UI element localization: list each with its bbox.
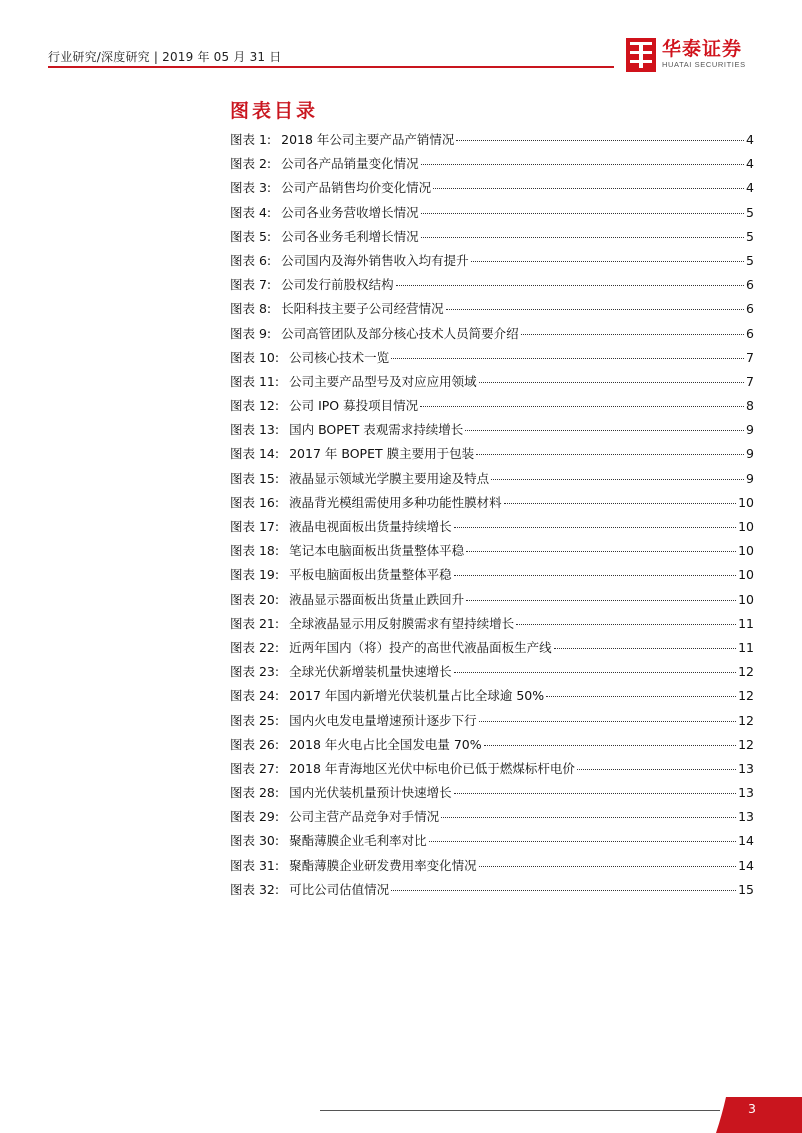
toc-entry-leader	[391, 890, 736, 891]
toc-entry-page: 4	[746, 132, 754, 147]
toc-entry-page: 9	[746, 470, 754, 486]
toc-entry-label: 图表 13:	[230, 422, 280, 438]
toc-entry-label: 图表 28:	[230, 785, 280, 801]
toc-entry-leader	[484, 745, 736, 746]
toc-entry-title: 液晶电视面板出货量持续增长	[289, 519, 452, 534]
toc-entry-leader	[476, 454, 744, 455]
toc-entry-title: 公司高管团队及部分核心技术人员简要介绍	[281, 325, 519, 341]
toc-entry-title: 近两年国内（将）投产的高世代液晶面板生产线	[289, 639, 552, 655]
toc-entry-title: 聚酯薄膜企业研发费用率变化情况	[289, 857, 477, 873]
toc-entry-page: 11	[738, 615, 754, 631]
toc-entry-title: 国内光伏装机量预计快速增长	[289, 785, 452, 801]
toc-entry-title: 笔记本电脑面板出货量整体平稳	[289, 543, 465, 559]
toc-entry[interactable]	[230, 614, 754, 638]
toc-entry-leader	[454, 672, 736, 673]
toc-entry-title: 公司核心技术一览	[289, 349, 390, 365]
toc-entry-label: 图表 31:	[230, 857, 280, 873]
toc-entry-page: 12	[738, 664, 754, 680]
toc-entry-label: 图表 30:	[230, 833, 280, 849]
toc-entry[interactable]	[230, 638, 754, 662]
toc-entry-page: 6	[746, 325, 754, 341]
toc-entry[interactable]	[230, 396, 754, 420]
toc-entry-title: 公司各业务毛利增长情况	[281, 228, 419, 244]
toc-entry-page: 12	[738, 688, 754, 704]
toc-entry-leader	[456, 140, 744, 141]
toc-entry-label: 图表 14:	[230, 446, 280, 462]
toc-entry-page: 11	[738, 639, 754, 655]
toc-entry-label: 图表 27:	[230, 760, 280, 776]
footer-divider	[320, 1110, 720, 1111]
logo-chinese-text: 华泰证券	[662, 38, 743, 60]
toc-entry[interactable]	[230, 831, 754, 855]
toc-entry-leader	[446, 309, 744, 310]
huatai-logo	[624, 34, 764, 76]
toc-entry-leader	[521, 334, 744, 335]
toc-entry-leader	[454, 575, 736, 576]
toc-entry-leader	[577, 769, 736, 770]
toc-entry-page: 7	[746, 373, 754, 389]
toc-entry[interactable]	[230, 130, 754, 154]
toc-entry-page: 4	[746, 156, 754, 172]
toc-entry-page: 14	[738, 857, 754, 873]
toc-entry-label: 图表 17:	[230, 519, 280, 534]
toc-entry-label: 图表 22:	[230, 639, 280, 655]
toc-entry-page: 7	[746, 349, 754, 365]
toc-entry-label: 图表 8:	[230, 301, 272, 317]
page-number: 3	[748, 1101, 756, 1116]
toc-entry[interactable]	[230, 178, 754, 202]
toc-entry-label: 图表 20:	[230, 591, 280, 607]
huatai-logo-icon	[624, 34, 658, 74]
toc-entry-label: 图表 21:	[230, 615, 280, 631]
toc-entry-page: 5	[746, 204, 754, 220]
toc-entry-leader	[465, 430, 744, 431]
toc-entry-page: 8	[746, 398, 754, 414]
toc-entry-leader	[466, 600, 736, 601]
toc-title: 图表目录	[230, 100, 319, 122]
toc-entry-title: 长阳科技主要子公司经营情况	[281, 301, 444, 317]
toc-entry-title: 2018 年火电占比全国发电量 70%	[289, 736, 482, 752]
toc-entry-title: 液晶显示器面板出货量止跌回升	[289, 591, 465, 607]
toc-entry-page: 15	[738, 881, 754, 897]
toc-entry-leader	[491, 479, 744, 480]
toc-entry-label: 图表 29:	[230, 809, 280, 825]
toc-entry-title: 全球光伏新增装机量快速增长	[289, 664, 452, 680]
toc-entry-title: 国内火电发电量增速预计逐步下行	[289, 712, 477, 728]
toc-entry-label: 图表 12:	[230, 398, 280, 414]
toc-entry-title: 公司主营产品竞争对手情况	[289, 809, 440, 825]
toc-entry[interactable]	[230, 444, 754, 468]
toc-entry[interactable]	[230, 783, 754, 807]
toc-entry[interactable]	[230, 420, 754, 444]
toc-entry-title: 可比公司估值情况	[289, 881, 390, 897]
toc-entry[interactable]	[230, 735, 754, 759]
toc-entry-label: 图表 24:	[230, 688, 280, 704]
toc-entry-title: 聚酯薄膜企业毛利率对比	[289, 833, 427, 849]
toc-entry-page: 9	[746, 422, 754, 438]
toc-entry-leader	[429, 841, 736, 842]
toc-entry-title: 公司各业务营收增长情况	[281, 204, 419, 220]
toc-entry-leader	[433, 188, 744, 189]
toc-entry-label: 图表 9:	[230, 325, 272, 341]
toc-entry[interactable]	[230, 517, 754, 541]
toc-entry-label: 图表 2:	[230, 156, 272, 172]
toc-entry-leader	[454, 793, 736, 794]
toc-entry-label: 图表 19:	[230, 567, 280, 583]
toc-entry-page: 14	[738, 833, 754, 849]
toc-entry-leader	[479, 866, 736, 867]
toc-entry-label: 图表 32:	[230, 881, 280, 897]
toc-entry-leader	[391, 358, 744, 359]
toc-entry[interactable]	[230, 372, 754, 396]
toc-entry[interactable]	[230, 686, 754, 710]
toc-entry-leader	[554, 648, 736, 649]
toc-entry-page: 10	[738, 519, 754, 534]
toc-entry[interactable]	[230, 856, 754, 880]
toc-entry-page: 10	[738, 543, 754, 559]
toc-entry-leader	[504, 503, 736, 504]
toc-entry-page: 10	[738, 567, 754, 583]
toc-entry[interactable]	[230, 299, 754, 323]
toc-entry-label: 图表 23:	[230, 664, 280, 680]
toc-entry-page: 9	[746, 446, 754, 462]
toc-entry-leader	[421, 164, 744, 165]
toc-entry[interactable]	[230, 203, 754, 227]
toc-entry-title: 公司发行前股权结构	[281, 277, 394, 293]
toc-entry-title: 全球液晶显示用反射膜需求有望持续增长	[289, 615, 515, 631]
logo-english-text: HUATAI SECURITIES	[662, 60, 746, 69]
toc-entry-title: 2017 年国内新增光伏装机量占比全球逾 50%	[289, 688, 545, 704]
toc-entry-page: 13	[738, 809, 754, 825]
toc-entry-title: 平板电脑面板出货量整体平稳	[289, 567, 452, 583]
toc-entry-title: 公司 IPO 募投项目情况	[289, 398, 419, 414]
toc-entry-title: 公司国内及海外销售收入均有提升	[281, 252, 469, 268]
toc-entry-title: 2018 年青海地区光伏中标电价已低于燃煤标杆电价	[289, 760, 575, 776]
toc-entry[interactable]	[230, 711, 754, 735]
toc-entry-label: 图表 7:	[230, 277, 272, 293]
toc-entry-label: 图表 16:	[230, 494, 280, 510]
toc-entry[interactable]	[230, 275, 754, 299]
toc-entry-leader	[471, 261, 744, 262]
toc-entry-page: 10	[738, 494, 754, 510]
toc-entry-title: 公司产品销售均价变化情况	[281, 180, 432, 196]
toc-entry-title: 2018 年公司主要产品产销情况	[281, 132, 455, 147]
toc-entry-title: 公司主要产品型号及对应应用领域	[289, 373, 477, 389]
toc-entry-page: 5	[746, 252, 754, 268]
toc-entry-label: 图表 10:	[230, 349, 280, 365]
toc-entry-label: 图表 6:	[230, 252, 272, 268]
toc-entry-title: 2017 年 BOPET 膜主要用于包装	[289, 446, 475, 462]
toc-entry[interactable]	[230, 348, 754, 372]
toc-entry-page: 12	[738, 712, 754, 728]
toc-entry-label: 图表 26:	[230, 736, 280, 752]
toc-entry[interactable]	[230, 662, 754, 686]
toc-entry[interactable]	[230, 251, 754, 275]
toc-entry[interactable]	[230, 541, 754, 565]
toc-entry-label: 图表 3:	[230, 180, 272, 196]
toc-entry-label: 图表 11:	[230, 373, 280, 389]
toc-entry[interactable]	[230, 154, 754, 178]
toc-entry-leader	[420, 406, 744, 407]
toc-entry-label: 图表 18:	[230, 543, 280, 559]
toc-entry-leader	[441, 817, 736, 818]
toc-entry-leader	[454, 527, 736, 528]
toc-entry[interactable]	[230, 565, 754, 589]
toc-entry-page: 13	[738, 760, 754, 776]
toc-entry-title: 国内 BOPET 表观需求持续增长	[289, 422, 464, 438]
toc-entry-page: 4	[746, 180, 754, 196]
toc-entry-page: 6	[746, 277, 754, 293]
toc-entry[interactable]	[230, 227, 754, 251]
toc-entry-title: 液晶显示领域光学膜主要用途及特点	[289, 470, 490, 486]
toc-entry-leader	[396, 285, 744, 286]
toc-entry[interactable]	[230, 493, 754, 517]
header-divider	[48, 66, 614, 68]
toc-entry-leader	[546, 696, 736, 697]
toc-entry-page: 10	[738, 591, 754, 607]
toc-entry-label: 图表 4:	[230, 204, 272, 220]
toc-entry-leader	[421, 213, 744, 214]
toc-entry-page: 12	[738, 736, 754, 752]
report-breadcrumb: 行业研究/深度研究 | 2019 年 05 月 31 日	[48, 50, 282, 64]
toc-entry-leader	[516, 624, 736, 625]
toc-entry-label: 图表 5:	[230, 228, 272, 244]
toc-entry[interactable]	[230, 469, 754, 493]
toc-entry-label: 图表 1:	[230, 132, 272, 147]
toc-entry[interactable]	[230, 880, 754, 904]
toc-entry-page: 13	[738, 785, 754, 801]
toc-entry-leader	[466, 551, 736, 552]
toc-entry[interactable]	[230, 759, 754, 783]
toc-list	[230, 130, 754, 904]
toc-entry[interactable]	[230, 590, 754, 614]
toc-entry-page: 6	[746, 301, 754, 317]
toc-entry-leader	[479, 721, 736, 722]
toc-entry-page: 5	[746, 228, 754, 244]
toc-entry[interactable]	[230, 324, 754, 348]
toc-entry[interactable]	[230, 807, 754, 831]
toc-entry-label: 图表 25:	[230, 712, 280, 728]
toc-entry-title: 液晶背光模组需使用多种功能性膜材料	[289, 494, 502, 510]
toc-entry-label: 图表 15:	[230, 470, 280, 486]
toc-entry-leader	[479, 382, 744, 383]
toc-entry-leader	[421, 237, 744, 238]
toc-entry-title: 公司各产品销量变化情况	[281, 156, 419, 172]
